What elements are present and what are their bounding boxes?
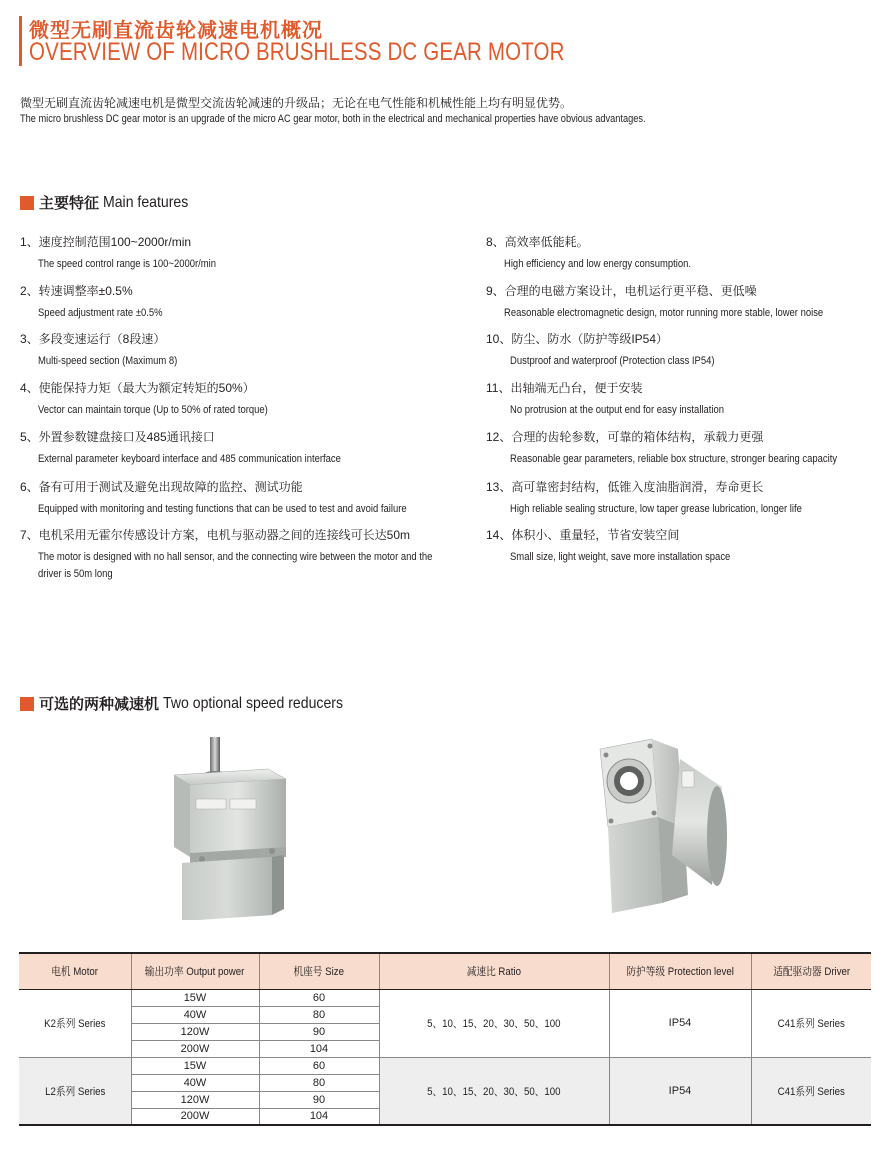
feature-en: Reasonable electromagnetic design, motor running more stable, lower noise: [504, 307, 824, 319]
feature-item: [20, 282, 460, 322]
col-header-power: 输出功率 Output power: [131, 953, 259, 989]
size-cell: 90: [259, 1023, 379, 1040]
col-header-driver: 适配驱动器 Driver: [751, 953, 871, 989]
parallel-shaft-motor-image: [160, 735, 300, 920]
driver-cell: C41系列 Series: [751, 989, 871, 1057]
feature-item: [486, 282, 890, 322]
features-heading-cn: 主要特征: [39, 195, 100, 212]
col-header-protection: 防护等级 Protection level: [609, 953, 751, 989]
intro-text-cn: 微型无刷直流齿轮减速电机是微型交流齿轮减速的升级品；无论在电气性能和机械性能上均有明显优势。: [20, 96, 573, 110]
feature-en: External parameter keyboard interface and 485 communication interface: [38, 453, 341, 465]
feature-en: Multi-speed section (Maximum 8): [38, 355, 178, 367]
size-cell: 60: [259, 989, 379, 1006]
spec-table: [19, 952, 871, 1126]
power-cell: 200W: [131, 1108, 259, 1125]
feature-item: [486, 478, 890, 518]
page-title-en: OVERVIEW OF MICRO BRUSHLESS DC GEAR MOTOR: [29, 38, 565, 66]
feature-item: [486, 428, 890, 468]
col-header-motor: 电机 Motor: [19, 953, 131, 989]
feature-item: [20, 233, 460, 273]
feature-cn: 11、出轴端无凸台，便于安装: [486, 381, 643, 395]
title-accent-bar: [19, 16, 22, 66]
feature-item: [20, 428, 460, 468]
ratio-cell: 5、10、15、20、30、50、100: [379, 989, 609, 1057]
feature-cn: 6、备有可用于测试及避免出现故障的监控、测试功能: [20, 480, 303, 494]
feature-cn: 8、高效率低能耗。: [486, 235, 589, 249]
feature-cn: 10、防尘、防水（防护等级IP54）: [486, 332, 669, 346]
size-cell: 80: [259, 1006, 379, 1023]
power-cell: 40W: [131, 1006, 259, 1023]
col-header-ratio: 减速比 Ratio: [379, 953, 609, 989]
feature-en: Dustproof and waterproof (Protection class IP54): [510, 355, 715, 367]
feature-cn: 3、多段变速运行（8段速）: [20, 332, 166, 346]
page-title-cn: 微型无刷直流齿轮减速电机概况: [29, 20, 323, 42]
feature-en: Small size, light weight, save more installation space: [510, 551, 731, 563]
section-marker-icon: [20, 697, 34, 711]
reducers-heading: [20, 693, 368, 714]
feature-cn: 4、使能保持力矩（最大为额定转矩的50%）: [20, 381, 255, 395]
feature-en: The motor is designed with no hall sensor, and the connecting wire between the motor and the driver is 50m long: [38, 551, 433, 580]
feature-cn: 9、合理的电磁方案设计，电机运行更平稳、更低噪: [486, 284, 757, 298]
intro-text-en: The micro brushless DC gear motor is an upgrade of the micro AC gear motor, both in the electrical and mechanical properties have obvious advantages.: [20, 113, 646, 125]
motor-cell: K2系列 Series: [19, 989, 131, 1057]
size-cell: 80: [259, 1074, 379, 1091]
feature-cn: 12、合理的齿轮参数，可靠的箱体结构，承载力更强: [486, 430, 764, 444]
power-cell: 40W: [131, 1074, 259, 1091]
reducers-heading-en: Two optional speed reducers: [163, 694, 344, 712]
power-cell: 200W: [131, 1040, 259, 1057]
protection-cell: IP54: [609, 1057, 751, 1125]
feature-item: [20, 379, 460, 419]
features-heading: [20, 192, 200, 213]
feature-item: [20, 526, 460, 583]
table-row: [19, 1057, 871, 1074]
size-cell: 104: [259, 1040, 379, 1057]
feature-item: [486, 379, 890, 419]
section-marker-icon: [20, 196, 34, 210]
power-cell: 15W: [131, 989, 259, 1006]
reducers-heading-cn: 可选的两种减速机: [39, 696, 160, 713]
feature-en: Vector can maintain torque (Up to 50% of rated torque): [38, 404, 268, 416]
feature-item: [20, 330, 460, 370]
feature-en: No protrusion at the output end for easy installation: [510, 404, 725, 416]
feature-en: Speed adjustment rate ±0.5%: [38, 307, 163, 319]
power-cell: 15W: [131, 1057, 259, 1074]
ratio-cell: 5、10、15、20、30、50、100: [379, 1057, 609, 1125]
size-cell: 104: [259, 1108, 379, 1125]
features-heading-en: Main features: [103, 193, 189, 211]
feature-en: Equipped with monitoring and testing functions that can be used to test and avoid failure: [38, 503, 407, 515]
driver-cell: C41系列 Series: [751, 1057, 871, 1125]
protection-cell: IP54: [609, 989, 751, 1057]
power-cell: 120W: [131, 1091, 259, 1108]
feature-item: [20, 478, 460, 518]
col-header-size: 机座号 Size: [259, 953, 379, 989]
feature-en: High reliable sealing structure, low taper grease lubrication, longer life: [510, 503, 802, 515]
feature-item: [486, 233, 890, 273]
feature-cn: 1、速度控制范围100~2000r/min: [20, 235, 192, 249]
size-cell: 90: [259, 1091, 379, 1108]
right-angle-motor-image: [596, 735, 736, 915]
feature-en: Reasonable gear parameters, reliable box structure, stronger bearing capacity: [510, 453, 838, 465]
feature-cn: 13、高可靠密封结构，低锥入度油脂润滑，寿命更长: [486, 480, 764, 494]
table-row: [19, 989, 871, 1006]
power-cell: 120W: [131, 1023, 259, 1040]
size-cell: 60: [259, 1057, 379, 1074]
feature-cn: 14、体积小、重量轻，节省安装空间: [486, 528, 680, 542]
table-header-row: [19, 953, 871, 989]
feature-item: [486, 526, 890, 566]
feature-cn: 5、外置参数键盘接口及485通讯接口: [20, 430, 215, 444]
feature-en: The speed control range is 100~2000r/min: [38, 258, 217, 270]
feature-en: High efficiency and low energy consumption.: [504, 258, 692, 270]
feature-cn: 2、转速调整率±0.5%: [20, 284, 133, 298]
feature-cn: 7、电机采用无霍尔传感设计方案，电机与驱动器之间的连接线可长达50m: [20, 528, 411, 542]
feature-item: [486, 330, 890, 370]
motor-cell: L2系列 Series: [19, 1057, 131, 1125]
